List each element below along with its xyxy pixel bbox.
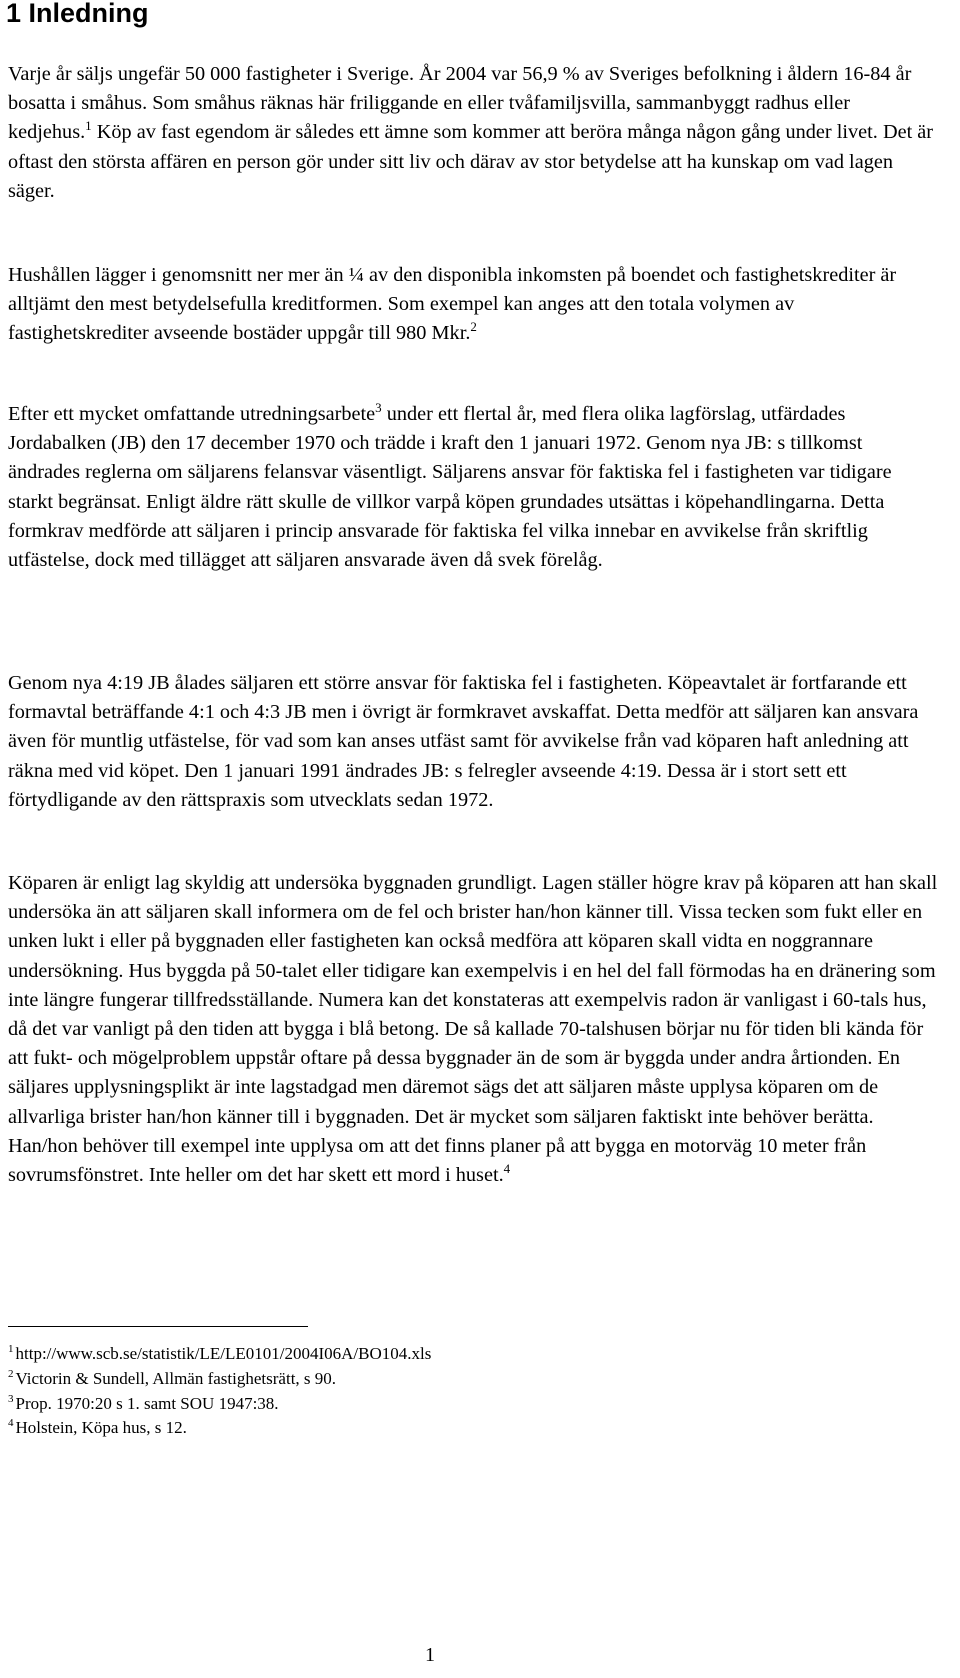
footnote-text: Prop. 1970:20 s 1. samt SOU 1947:38.	[15, 1393, 279, 1413]
footnote-separator	[8, 1326, 308, 1327]
footnote-item	[8, 1392, 431, 1417]
paragraph-intro	[8, 60, 938, 206]
footnote-item	[8, 1342, 431, 1367]
paragraph-buyer-duty	[8, 869, 938, 1190]
footnotes	[8, 1342, 431, 1441]
footnote-number: 1	[8, 1343, 14, 1355]
footnote-ref-1[interactable]: 1	[85, 118, 92, 134]
footnote-number: 3	[8, 1392, 14, 1405]
paragraph-text: Hushållen lägger i genomsnitt ner mer än ¼ av den disponibla inkomsten på boendet och fastighetskrediter är alltjämt den mest betydelsefulla kreditformen. Som exempel kan anges att den totala volymen av fastighetskrediter avseende bostäder uppgår till 980 Mkr.	[8, 264, 897, 345]
footnote-item	[8, 1416, 431, 1441]
footnote-text: Victorin & Sundell, Allmän fastighetsrätt, s 90.	[15, 1368, 337, 1388]
footnote-ref-2[interactable]: 2	[470, 319, 477, 335]
paragraph-text: under ett flertal år, med flera olika lagförslag, utfärdades Jordabalken (JB) den 17 december 1970 och trädde i kraft den 1 januari 1972. Genom nya JB: s tillkomst ändrades reglerna om säljarens felansvar väsentligt. Säljarens ansvar för faktiska fel i fastigheten var tidigare starkt begränsat. Enligt äldre rätt skulle de villkor varpå köpen grundades utsättas i köpehandlingarna. Detta formkrav medförde att säljaren i princip ansvarade för faktiska fel vilka innebar en avvikelse från skriftlig utfästelse, dock med tillägget att säljaren ansvarade även då svek förelåg.	[8, 403, 892, 572]
paragraph-jordabalken	[8, 400, 938, 575]
footnote-ref-4[interactable]: 4	[503, 1161, 511, 1177]
paragraph-4-19-jb: Genom nya 4:19 JB ålades säljaren ett större ansvar för faktiska fel i fastigheten. Köpeavtalet är fortfarande ett formavtal beträffande 4:1 och 4:3 JB men i övrigt är formkravet avskaffat. Detta medför att säljaren kan ansvara även för muntlig utfästelse, för vad som kan anses utfäst samt för avvikelse från vad köparen haft anledning att räkna med vid köpet. Den 1 januari 1991 ändrades JB: s felregler avseende 4:19. Dessa är i stort sett ett förtydligande av den rättspraxis som utvecklats sedan 1972.	[8, 672, 919, 811]
footnote-ref-3[interactable]: 3	[375, 400, 382, 415]
footnote-text: Holstein, Köpa hus, s 12.	[15, 1418, 187, 1438]
paragraph-text: Köp av fast egendom är således ett ämne som kommer att beröra många någon gång under livet. Det är oftast den största affären en person gör under sitt liv och därav av stor betydelse att ha kunskap om vad lagen säger.	[8, 121, 934, 202]
paragraph-text: Köparen är enligt lag skyldig att undersöka byggnaden grundligt. Lagen ställer högre krav på köparen att han skall undersöka än att säljaren skall informera om de fel och brister han/hon känner till. Vissa tecken som fukt eller en unken lukt i eller på byggnaden eller fastigheten kan också medföra att köparen skall vidta en noggrannare undersökning. Hus byggda på 50-talet eller tidigare kan exempelvis i en hel del fall förmodas ha en dränering som inte längre fungerar tillfredsställande. Numera kan det konstateras att exempelvis radon är vanligast i 60-tals hus, då det var vanligt på den tiden att bygga i blå betong. De så kallade 70-talshusen börjar nu för tiden bli kända för att fukt- och mögelproblem uppstår oftare på dessa byggnader än de som är byggda under andra årtionden. En säljares upplysningsplikt är inte lagstadgad men däremot sägs det att säljaren måste upplysa köparen om de allvarliga brister han/hon känner till i byggnaden. Det är mycket som säljaren faktiskt inte behöver berätta. Han/hon behöver till exempel inte upplysa om att det finns planer på att bygga en motorväg 10 meter från sovrumsfönstret. Inte heller om det har skett ett mord i huset.	[8, 872, 938, 1187]
footnote-number: 4	[8, 1417, 14, 1430]
section-heading: 1 Inledning	[6, 0, 149, 28]
paragraph-text: Efter ett mycket omfattande utredningsarbete	[8, 403, 376, 425]
footnote-number: 2	[8, 1367, 14, 1380]
paragraph-text: Varje år säljs ungefär 50 000 fastigheter i Sverige. År 2004 var 56,9 % av Sveriges befolkning i åldern 16-84 år bosatta i småhus. Som småhus räknas här friliggande en eller tvåfamiljsvilla, sammanbyggt radhus eller kedjehus.	[8, 63, 912, 144]
page-number: 1	[425, 1644, 435, 1666]
footnote-item	[8, 1367, 431, 1392]
footnote-text: http://www.scb.se/statistik/LE/LE0101/2004I06A/BO104.xls	[15, 1344, 432, 1363]
paragraph-households	[8, 261, 938, 349]
